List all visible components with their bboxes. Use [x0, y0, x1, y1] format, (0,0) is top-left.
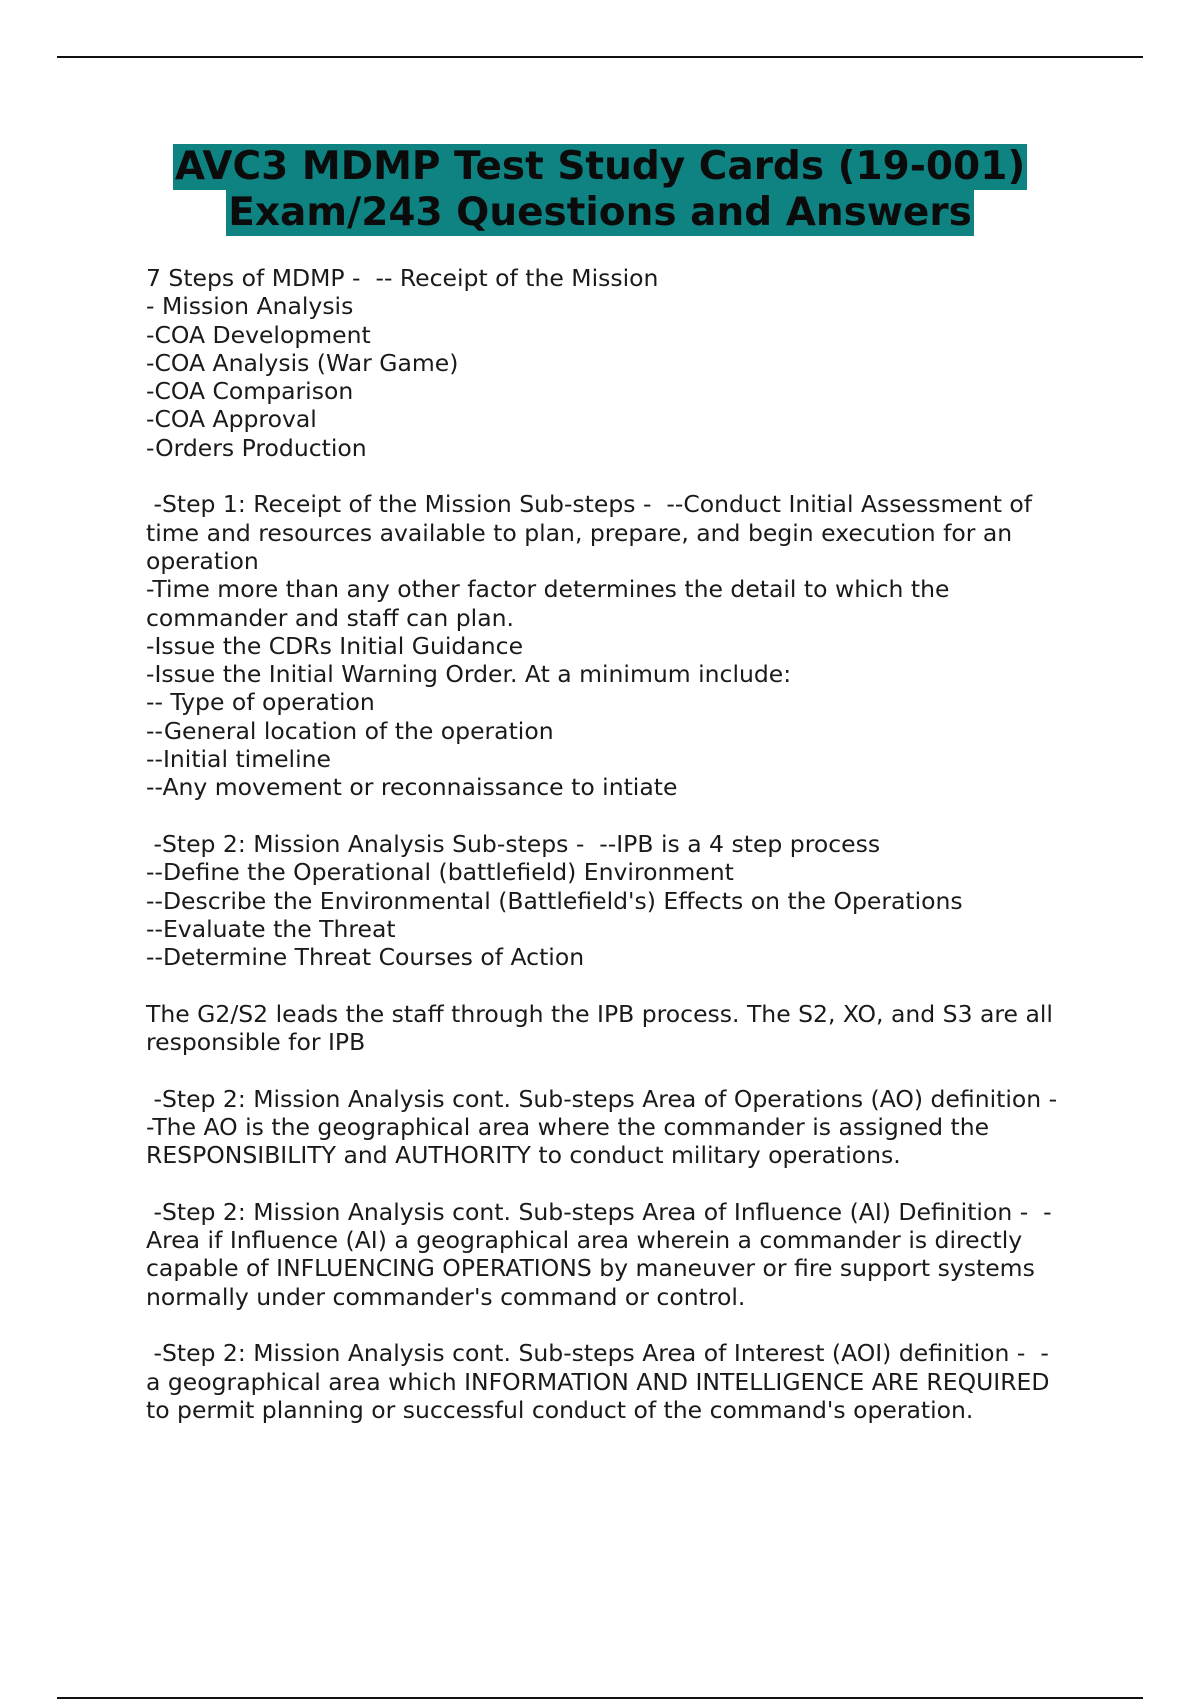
text-line: -Step 2: Mission Analysis cont. Sub-steps Area of Operations (AO) definition -: [146, 1084, 1058, 1113]
text-line: --Any movement or reconnaissance to intiate: [146, 773, 678, 802]
paragraph-gap: [146, 971, 1106, 999]
document-title: [0, 144, 1200, 236]
text-line: responsible for IPB: [146, 1028, 366, 1057]
text-line: normally under commander's command or control.: [146, 1282, 746, 1311]
text-line: 7 Steps of MDMP - -- Receipt of the Mission: [146, 264, 659, 292]
paragraph: [146, 1339, 1106, 1424]
text-line: -COA Development: [146, 320, 371, 349]
text-line: a geographical area which INFORMATION AND INTELLIGENCE ARE REQUIRED: [146, 1367, 1050, 1396]
text-line: commander and staff can plan.: [146, 603, 514, 632]
title-line-1: AVC3 MDMP Test Study Cards (19-001): [174, 144, 1026, 189]
text-line: --General location of the operation: [146, 716, 554, 745]
paragraph: [146, 830, 1106, 971]
paragraph: [146, 490, 1106, 801]
text-line: -COA Comparison: [146, 377, 354, 406]
text-line: The G2/S2 leads the staff through the IPB process. The S2, XO, and S3 are all: [146, 999, 1053, 1028]
document-body: [146, 264, 1106, 1424]
paragraph: [146, 1198, 1106, 1311]
text-line: operation: [146, 546, 259, 575]
text-line: -Step 1: Receipt of the Mission Sub-steps - --Conduct Initial Assessment of: [146, 490, 1033, 519]
text-line: -Step 2: Mission Analysis Sub-steps - --IPB is a 4 step process: [146, 829, 881, 858]
paragraph: [146, 264, 1106, 462]
text-line: -Time more than any other factor determines the detail to which the: [146, 575, 950, 604]
paragraph-gap: [146, 1170, 1106, 1198]
paragraph: [146, 1000, 1106, 1057]
text-line: Area if Influence (AI) a geographical area wherein a commander is directly: [146, 1226, 1023, 1255]
paragraph-gap: [146, 462, 1106, 490]
title-line-2: Exam/243 Questions and Answers: [228, 190, 972, 235]
text-line: RESPONSIBILITY and AUTHORITY to conduct military operations.: [146, 1141, 901, 1170]
text-line: -The AO is the geographical area where the commander is assigned the: [146, 1112, 990, 1141]
text-line: -Step 2: Mission Analysis cont. Sub-steps Area of Influence (AI) Definition - -: [146, 1197, 1052, 1226]
paragraph-gap: [146, 1311, 1106, 1339]
text-line: --Evaluate the Threat: [146, 914, 396, 943]
text-line: - Mission Analysis: [146, 292, 354, 321]
header-rule: [57, 56, 1143, 58]
text-line: --Determine Threat Courses of Action: [146, 943, 585, 972]
text-line: to permit planning or successful conduct of the command's operation.: [146, 1395, 974, 1424]
text-line: -Orders Production: [146, 433, 367, 462]
paragraph-gap: [146, 1056, 1106, 1084]
text-line: --Describe the Environmental (Battlefield's) Effects on the Operations: [146, 886, 963, 915]
paragraph: [146, 1085, 1106, 1170]
paragraph-gap: [146, 802, 1106, 830]
text-line: -Step 2: Mission Analysis cont. Sub-steps Area of Interest (AOI) definition - -: [146, 1339, 1049, 1368]
text-line: -Issue the Initial Warning Order. At a minimum include:: [146, 660, 792, 689]
text-line: -COA Analysis (War Game): [146, 348, 459, 377]
text-line: -COA Approval: [146, 405, 317, 434]
text-line: -- Type of operation: [146, 688, 375, 717]
footer-rule: [57, 1697, 1143, 1699]
text-line: --Define the Operational (battlefield) Environment: [146, 858, 734, 887]
text-line: capable of INFLUENCING OPERATIONS by maneuver or fire support systems: [146, 1254, 1035, 1283]
text-line: time and resources available to plan, prepare, and begin execution for an: [146, 518, 1013, 547]
text-line: --Initial timeline: [146, 745, 331, 774]
text-line: -Issue the CDRs Initial Guidance: [146, 631, 524, 660]
